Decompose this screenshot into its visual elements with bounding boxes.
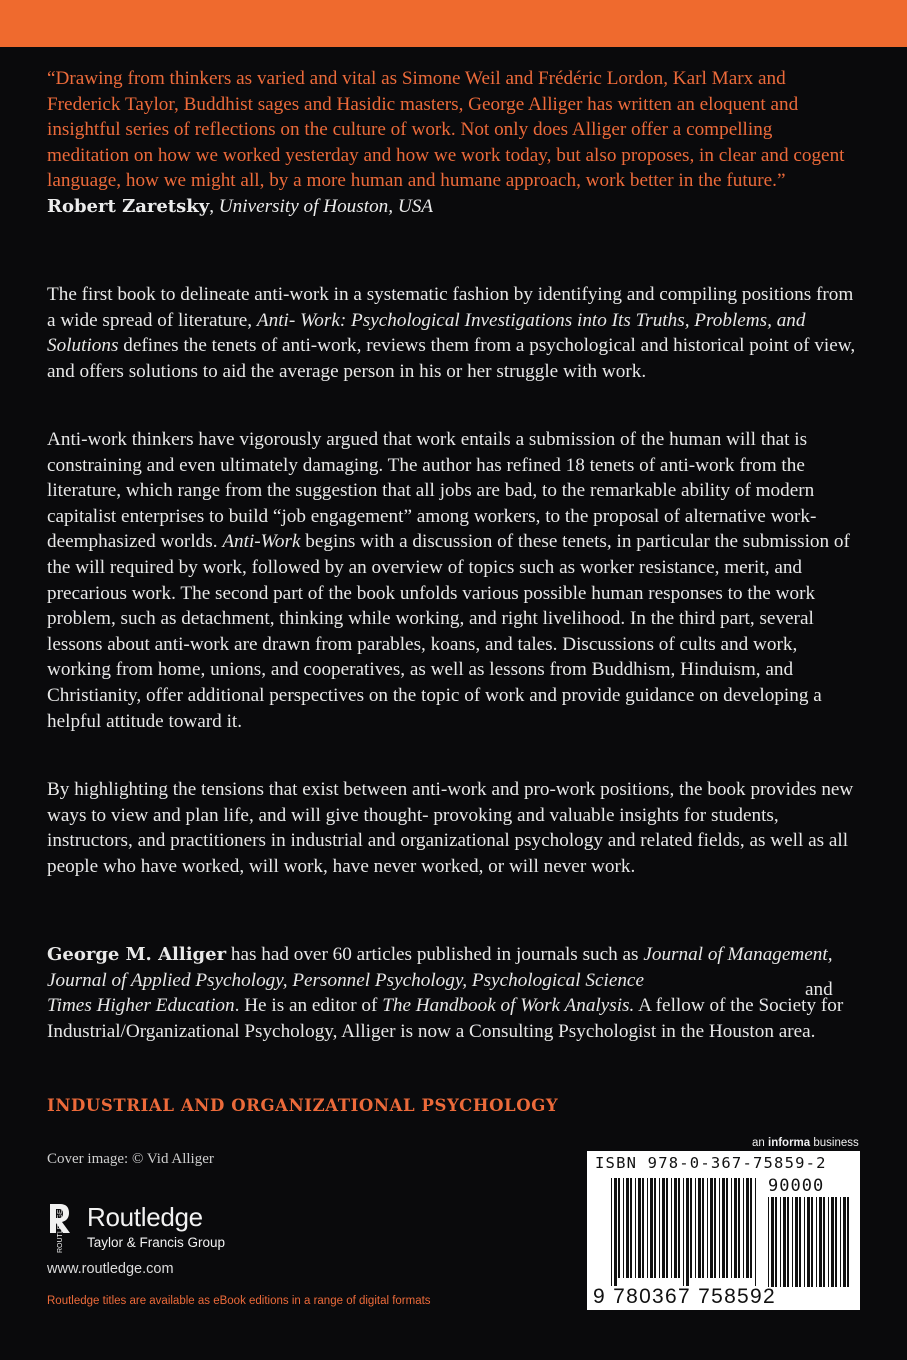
barcode-bar <box>823 1197 825 1287</box>
barcode-bar <box>795 1197 798 1287</box>
barcode-bar <box>686 1178 689 1286</box>
barcode-bar <box>642 1178 644 1278</box>
endorsement-attribution: Robert Zaretsky, University of Houston, USA <box>47 195 434 217</box>
routledge-vertical-text: ROUTLEDGE <box>57 1209 64 1253</box>
barcode-bar <box>707 1178 708 1278</box>
times-higher-education: Times Higher Education <box>47 995 235 1017</box>
publisher-group: Taylor & Francis Group <box>87 1235 226 1250</box>
barcode-bar <box>726 1178 728 1278</box>
barcode-bar <box>787 1197 789 1287</box>
informa-business-tag: an informa business <box>752 1137 859 1149</box>
barcode-bar <box>780 1197 781 1287</box>
barcode-bar <box>618 1178 620 1278</box>
barcode-bar <box>635 1178 636 1278</box>
barcode-bar <box>831 1197 834 1287</box>
barcode-bar <box>678 1178 680 1278</box>
description-paragraph-2: Anti-work thinkers have vigorously argued that work entails a submission of the human will that is constraining and even ultimately damaging. The author has refined 18 tenets of anti-work from the literature, which range from the suggestion that all jobs are bad, to the remarkable ability of modern capitalist enterprises to build “job engagement” among workers, to the proposal of alternative work- deemphasized worlds. Anti-Work begins with a discussion of these tenets, in particular the submission of the will required by work, followed by an overview of topics such as worker resistance, merit, and precarious work. The second part of the book unfolds various possible human responses to the work problem, such as detachment, thinking while working, and right livelihood. In the third part, several lessons about anti-work are drawn from parables, koans, and tales. Discussions of cults and work, working from home, unions, and cooperatives, as well as lessons from Buddhism, Hinduism, and Christianity, offer additional perspectives on the topic of work and provide guidance on developing a helpful attitude toward it. <box>47 429 850 732</box>
cover-image-credit: Cover image: © Vid Alliger <box>47 1151 214 1167</box>
endorser-affiliation: University of Houston, USA <box>218 195 434 217</box>
addon-barcode-bars <box>768 1197 850 1295</box>
barcode-bar <box>734 1178 737 1278</box>
book-title: Anti- Work: Psychological Investigations into Its Truths, Problems, and Solutions <box>47 309 806 357</box>
barcode-bar <box>647 1178 648 1278</box>
and-word: and <box>805 979 833 1000</box>
barcode-bar <box>671 1178 672 1278</box>
barcode-bar <box>695 1178 696 1278</box>
book-short-title: Anti-Work <box>222 531 301 553</box>
ean-digits: 9 780367 758592 <box>593 1285 776 1308</box>
barcode-bar <box>750 1178 752 1278</box>
barcode-bar <box>731 1178 732 1278</box>
publisher-website[interactable]: www.routledge.com <box>47 1261 174 1277</box>
barcode-bar <box>654 1178 656 1278</box>
barcode-bar <box>710 1178 713 1278</box>
main-barcode-bars <box>611 1178 758 1286</box>
barcode-bar <box>771 1197 774 1287</box>
barcode-bar <box>650 1178 653 1278</box>
barcode-bar <box>614 1178 617 1286</box>
barcode-bar <box>702 1178 704 1278</box>
isbn-number: ISBN 978-0-367-75859-2 <box>595 1154 827 1172</box>
journal-list: Journal of Management, Journal of Applied Psychology, Personnel Psychology, Psychological Science <box>47 944 833 991</box>
description-paragraph-3: By highlighting the tensions that exist between anti-work and pro-work positions, the book provides new ways to view and plan life, and will give thought- provoking and valuable insights for students, instructors, and practitioners in industrial and organizational psychology and related fields, as well as all people who have worked, will work, have never worked, or will never work. <box>47 779 854 877</box>
barcode-bar <box>638 1178 641 1278</box>
barcode-bar <box>738 1178 740 1278</box>
barcode-bar <box>698 1178 701 1278</box>
barcode-bar <box>819 1197 822 1287</box>
endorsement-quote: “Drawing from thinkers as varied and vital as Simone Weil and Frédéric Lordon, Karl Marx and Frederick Taylor, Buddhist sages and Hasidic masters, George Alliger has written an eloquent and insightful series of reflections on the culture of work. Not only does Alliger offer a compelling meditation on how we worked yesterday and how we work today, but also proposes, in clear and cogent language, how we might all, by a more human and humane approach, work better in the future.” <box>47 68 845 191</box>
author-bio: George M. Alliger has had over 60 articles published in journals such as Journal of Management, Journal of Applied Psychology, Personnel Psychology, Psychological Science Times Higher Education. He is an editor of The Handbook of Work Analysis. A fellow of the Society for Industrial/Organizational Psychology, Alliger is now a Consulting Psychologist in the Houston area. <box>47 944 844 1042</box>
back-cover-content <box>47 66 859 1115</box>
barcode-bar <box>840 1197 841 1287</box>
barcode-bar <box>828 1197 829 1287</box>
publisher-name: Routledge <box>87 1202 203 1232</box>
barcode-bar <box>792 1197 793 1287</box>
barcode-bar <box>659 1178 660 1278</box>
barcode-bar <box>755 1178 756 1286</box>
routledge-r-icon <box>47 1202 73 1254</box>
barcode-bar <box>746 1178 749 1278</box>
ebook-note: Routledge titles are available as eBook editions in a range of digital formats <box>47 1295 431 1307</box>
barcode-bar <box>807 1197 810 1287</box>
endorser-name: Robert Zaretsky <box>47 195 210 217</box>
barcode-bar <box>630 1178 632 1278</box>
barcode-bar <box>847 1197 849 1287</box>
barcode-bar <box>804 1197 805 1287</box>
barcode-bar <box>768 1197 769 1287</box>
barcode-bar <box>835 1197 837 1287</box>
barcode-bar <box>719 1178 720 1278</box>
barcode-bar <box>811 1197 813 1287</box>
routledge-logo <box>47 1202 226 1254</box>
barcode-bar <box>714 1178 716 1278</box>
author-name: George M. Alliger <box>47 944 227 965</box>
description-paragraph-1: The first book to delineate anti-work in a systematic fashion by identifying and compiling positions from a wide spread of literature, Anti- Work: Psychological Investigations into Its Truths, Problems, and Solutions defines the tenets of anti-work, reviews them from a psychological and historical point of view, and offers solutions to aid the average person in his or her struggle with work. <box>47 284 856 382</box>
barcode-bar <box>722 1178 725 1278</box>
barcode-bar <box>743 1178 744 1278</box>
barcode-bar <box>816 1197 817 1287</box>
barcode-bar <box>799 1197 801 1287</box>
barcode-bar <box>783 1197 786 1287</box>
subject-category: INDUSTRIAL AND ORGANIZATIONAL PSYCHOLOGY <box>47 1096 559 1115</box>
handbook-title: The Handbook of Work Analysis. <box>382 995 635 1017</box>
price-code: 90000 <box>768 1176 825 1196</box>
barcode-bar <box>674 1178 677 1278</box>
barcode-bar <box>611 1178 612 1286</box>
barcode-bar <box>626 1178 629 1278</box>
barcode-bar <box>683 1178 684 1286</box>
barcode-bar <box>843 1197 846 1287</box>
barcode-bar <box>775 1197 777 1287</box>
barcode-bar <box>666 1178 668 1278</box>
barcode-bar <box>623 1178 624 1278</box>
top-orange-band <box>0 0 907 47</box>
barcode-bar <box>662 1178 665 1278</box>
barcode-bar <box>690 1178 692 1278</box>
isbn-barcode <box>587 1151 860 1310</box>
